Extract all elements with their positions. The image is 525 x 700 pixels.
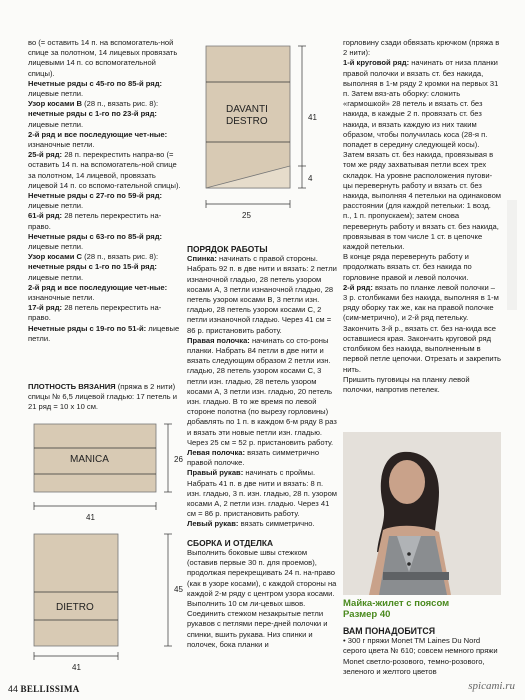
paragraph-lead: нечетные ряды с 1-го по 23-й ряд: <box>28 109 157 119</box>
side-watermark-logo <box>505 200 519 310</box>
paragraph-lead: Правая полочка: <box>187 335 250 345</box>
paragraph <box>187 448 339 468</box>
paragraph <box>28 130 184 150</box>
density-block <box>28 382 184 413</box>
paragraph-lead: Нечетные ряды с 63-го по 85-й ряд: <box>28 231 163 241</box>
paragraph <box>187 548 339 650</box>
section-heading: ПОРЯДОК РАБОТЫ <box>187 244 268 254</box>
paragraph-text: лицевые петли. <box>28 89 84 99</box>
paragraph-lead: Спинка: <box>187 254 217 264</box>
scheme-sleeve-height: 26 <box>174 455 183 464</box>
paragraph-text: 28 п. перекрестить напра-во (= оставить 14 п. на вспомогатель-ной спице за полотном, 14 лицевой, провязать лицевой 14 п. со вспомо-гательной спицы). <box>28 150 181 190</box>
scheme-back-shape <box>34 534 118 646</box>
paragraph <box>28 79 184 99</box>
paragraph <box>28 38 184 79</box>
paragraph-text: Пришить пуговицы на планку левой полочки, напротив петелек. <box>343 374 470 394</box>
paragraph <box>187 336 339 448</box>
paragraph <box>28 109 184 129</box>
paragraph-text: Выполнить боковые швы стежком (оставив первые 30 п. для проемов), продолжая перекрещивать 24 п. на-право (как в узоре косами), с каждой стороны на каждой 2-м ряду с центром узора косами. Выполнить 10 см ли-цевых швов. Соединить стежком незакрытые петли рукавов с петлями пере-дней полочки и спинки, вшить рукава. Низ спинки и полочек, бока планки и <box>187 547 337 649</box>
paragraph-lead: 2-й ряд и все последующие чет-ные: <box>28 129 168 139</box>
paragraph <box>343 375 501 395</box>
paragraph-text: 28 петель перекрестить на-право. <box>28 303 162 323</box>
paragraph-text: начинать с проймы. Набрать 41 п. в две нити и вязать: 8 п. изн. гладью, 3 п. изн. гладью, 28 п. узором косами A, 2 петли изн. гладью. Через 41 см = 86 р. пристановить работу. <box>187 468 338 519</box>
scheme-davanti-destro <box>190 38 330 224</box>
scheme-manica <box>28 420 188 528</box>
site-watermark: spicami.ru <box>468 680 515 692</box>
paragraph-text: начинать с правой стороны. Набрать 92 п. в две нити и вязать: 2 петли изнаночной гладью, 28 петель узором косами A, 3 петли изнаночной гладью, 28 петель узором косами B, 3 петли изн. гладью, 28 петель узором косами C, 2 петли изнаночной гладью. Через 41 см = 86 р. пристановить работу. <box>187 254 337 335</box>
paragraph-lead: Левый рукав: <box>187 519 239 529</box>
paragraph-lead: 61-й ряд: <box>28 211 63 221</box>
paragraph <box>187 254 339 336</box>
page-number: 44 <box>8 684 19 694</box>
paragraph <box>343 252 501 283</box>
paragraph <box>187 519 339 529</box>
paragraph-text: (28 п., вязать рис. 8): <box>81 252 159 262</box>
paragraph <box>28 211 184 231</box>
paragraph-text: лицевые петли. <box>28 242 84 252</box>
paragraph <box>28 232 184 252</box>
scheme-front-label-2: DESTRO <box>226 116 268 127</box>
paragraph-text: изнаночные петли. <box>28 140 95 150</box>
scheme-sleeve-label: MANICA <box>70 454 109 465</box>
paragraph-text: горловину сзади обвязать крючком (пряжа в 2 нити): <box>343 38 500 58</box>
scheme-front-height-4: 4 <box>308 174 313 183</box>
materials-text: • 300 г пряжи Monet TM Laines Du Nord серого цвета № 610; совсем немного пряжи Monet светло-розового, темно-розового, зеленого и желтого цветов <box>343 636 498 676</box>
density-text: (пряжа в 2 нити) спицы № 6,5 лицевой гладью: 17 петель и 21 ряд = 10 x 10 см. <box>28 382 177 412</box>
paragraph <box>343 283 501 324</box>
paragraph-lead: 17-й ряд: <box>28 303 63 313</box>
photo-caption <box>343 598 501 620</box>
magazine-brand: BELLISSIMA <box>20 684 80 694</box>
paragraph-lead: Нечетные ряды с 27-го по 59-й ряд: <box>28 191 163 201</box>
materials-heading: ВАМ ПОНАДОБИТСЯ <box>343 626 436 636</box>
paragraph-text: лицевые петли. <box>28 201 84 211</box>
materials-block <box>343 626 501 677</box>
paragraph-lead: нечетные ряды с 1-го по 15-й ряд: <box>28 262 157 272</box>
model-photo-illustration <box>343 432 501 595</box>
paragraph <box>28 283 184 303</box>
paragraph <box>343 38 501 58</box>
text-column-2 <box>187 236 339 650</box>
model-photo <box>343 432 501 595</box>
paragraph <box>343 324 501 375</box>
paragraph-text: во (= оставить 14 п. на вспомогатель-ной спице за полотном, 14 лицевых провязать лицевыми 14 п. со вспомогательной спицы). <box>28 38 178 78</box>
caption-line-1: Майка-жилет с поясом <box>343 598 450 609</box>
paragraph-text: лицевые петли. <box>28 119 84 129</box>
section-heading: СБОРКА И ОТДЕЛКА <box>187 537 274 548</box>
paragraph <box>28 99 184 109</box>
paragraph <box>28 252 184 262</box>
paragraph-text: вязать симметрично правой полочке. <box>187 448 320 468</box>
paragraph <box>28 303 184 323</box>
paragraph-text: вязать симметрично. <box>238 519 315 529</box>
paragraph-lead: Левая полочка: <box>187 448 246 458</box>
text-column-1 <box>28 38 184 344</box>
paragraph-lead: 1-й круговой ряд: <box>343 58 410 68</box>
paragraph <box>28 191 184 211</box>
paragraph-lead: Правый рукав: <box>187 468 244 478</box>
paragraph-text: 28 петель перекрестить на-право. <box>28 211 162 231</box>
paragraph-text: В конце ряда перевернуть работу и продолжать вязать ст. без накида по горловине правой и левой полочки. <box>343 252 472 282</box>
paragraph-text: (28 п., вязать рис. 8): <box>81 99 159 109</box>
paragraph-lead: 2-й ряд и все последующие чет-ные: <box>28 282 168 292</box>
scheme-dietro <box>28 532 188 674</box>
paragraph <box>28 324 184 344</box>
caption-line-2: Размер 40 <box>343 609 391 620</box>
scheme-front-height-41: 41 <box>308 113 317 122</box>
paragraph-text: Закончить 3-й р., вязать ст. без на-кида все оставшиеся края. Закончить круговой ряд столбиком без накида, выполненным в первой петле цепочки. Отрезать и закрепить нить. <box>343 323 501 374</box>
paragraph-text: лицевые петли. <box>28 323 180 343</box>
scheme-back-width: 41 <box>72 663 81 672</box>
paragraph-lead: Нечетные ряды с 19-го по 51-й: <box>28 323 147 333</box>
text-column-3 <box>343 38 501 395</box>
scheme-back-label: DIETRO <box>56 602 94 613</box>
paragraph-lead: 25-й ряд: <box>28 150 63 160</box>
paragraph-lead: Узор косами B <box>28 99 82 109</box>
scheme-front-label-1: DAVANTI <box>226 104 268 115</box>
scheme-front-width: 25 <box>242 211 251 220</box>
paragraph-lead: Узор косами C <box>28 252 82 262</box>
paragraph-text: изнаночные петли. <box>28 293 95 303</box>
paragraph-text: начинать от низа планки правой полочки и вязать ст. без накида, выполняя в 1-м ряду 2 кромки на первых 31 п. Затем вяз-ать оборку: сложить «гармошкой» 28 петель и вязать ст. без накида, в каждые 2 п. провязать ст. без накида, и вязать каждую из них таким образом, чтобы получилась коса (28-я п. попадет в середину следующей косы). Затем вязать ст. без накида, провязывая в том же ряду захватывая петли всех трех складок. На уровне расположения пугови-цы перевернуть работу и вязать ст. без накида, выполняя 4 петельки на одинаковом расстоянии (для каждой петельки: 1 возд. п., 1 п. пропускаем); затем снова перевернуть работу и вязать ст. без накида, провязывая в том числе 1 ст. в цепочке каждой петельки. <box>343 58 502 252</box>
paragraph <box>28 262 184 282</box>
paragraph-text: начинать со сто-роны планки. Набрать 84 петли в две нити и вязать следующим образом 2 петли изн. гладью, 28 петель узором косами C, 3 петли изн. гладью, 28 петель узором косами A, 3 петли изн. гладью, 20 петель изн. гладью. В то же время по левой стороне полотна (по вырезу горловины) добавлять по 1 п. в каждом 6-м ряду 8 раз и вязать эти новые петли изн. гладью. Через 25 см = 52 р. пристановить работу. <box>187 335 337 447</box>
paragraph-lead: Нечетные ряды с 45-го по 85-й ряд: <box>28 78 163 88</box>
page-footer <box>8 684 80 694</box>
paragraph-lead: 2-й ряд: <box>343 282 373 292</box>
scheme-back-height: 45 <box>174 585 183 594</box>
scheme-sleeve-width: 41 <box>86 513 95 522</box>
paragraph-text: лицевые петли. <box>28 272 84 282</box>
paragraph <box>28 150 184 191</box>
paragraph <box>343 58 501 252</box>
paragraph <box>187 468 339 519</box>
density-heading: ПЛОТНОСТЬ ВЯЗАНИЯ <box>28 382 116 391</box>
paragraph-text: вязать по планке левой полочки – 3 р. столбиками без накида, выполняя в 1-м ряду оборку так же, как на правой полочке (сим-метрично), и 2-й ряд петельку. <box>343 282 499 323</box>
